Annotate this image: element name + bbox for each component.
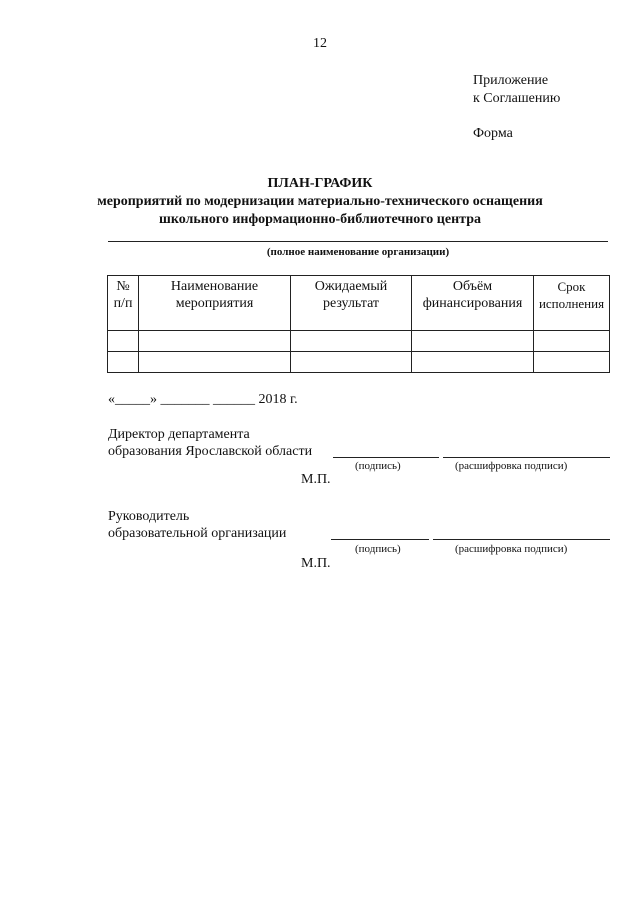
organization-name-line xyxy=(108,241,608,242)
signer-1-decoding-line xyxy=(443,457,610,458)
signer-1-line-1: Директор департамента xyxy=(108,427,250,442)
table-cell xyxy=(291,331,412,352)
document-subtitle-line-2: школьного информационно-библиотечного центра xyxy=(159,212,481,227)
header-result-line-1: Ожидаемый xyxy=(314,279,388,294)
page-number: 12 xyxy=(313,36,327,51)
signer-2-decoding-line xyxy=(433,539,610,540)
signer-2-signature-caption: (подпись) xyxy=(355,543,401,555)
table-row xyxy=(108,352,610,373)
document-title: ПЛАН-ГРАФИК xyxy=(267,176,373,191)
appendix-label xyxy=(473,72,560,108)
signer-1-decoding-caption: (расшифровка подписи) xyxy=(455,460,568,472)
table-cell xyxy=(108,331,139,352)
table-cell xyxy=(108,352,139,373)
plan-table xyxy=(107,275,610,373)
table-cell xyxy=(412,352,534,373)
table-cell xyxy=(534,331,610,352)
table-cell xyxy=(139,352,291,373)
table-cell xyxy=(291,352,412,373)
table-cell xyxy=(412,331,534,352)
signer-2-signature-line xyxy=(331,539,429,540)
signer-2-line-2: образовательной организации xyxy=(108,526,287,541)
signer-2-stamp-mark: М.П. xyxy=(301,556,331,571)
organization-name-caption: (полное наименование организации) xyxy=(266,246,450,258)
table-row xyxy=(108,331,610,352)
document-subtitle-line-1: мероприятий по модернизации материально-технического оснащения xyxy=(97,194,543,209)
signer-2-line-1: Руководитель xyxy=(108,509,190,524)
appendix-line-1: Приложение xyxy=(473,73,549,88)
header-number-line-2: п/п xyxy=(113,296,133,311)
header-deadline-line-1: Срок xyxy=(557,279,586,294)
signer-1-signature-caption: (подпись) xyxy=(355,460,401,472)
table-cell xyxy=(534,352,610,373)
table-cell xyxy=(139,331,291,352)
header-number xyxy=(108,276,139,331)
header-expected-result xyxy=(291,276,412,331)
signer-2-title xyxy=(108,508,286,542)
appendix-line-2: к Соглашению xyxy=(473,91,561,106)
header-number-line-1: № xyxy=(116,279,130,294)
signer-1-title xyxy=(108,426,312,460)
header-funding-line-1: Объём xyxy=(452,279,493,294)
header-activity-name xyxy=(139,276,291,331)
header-deadline xyxy=(534,276,610,331)
header-deadline-line-2: исполнения xyxy=(538,296,605,311)
date-line: «_____» _______ ______ 2018 г. xyxy=(108,392,298,407)
header-funding-volume xyxy=(412,276,534,331)
table-header-row xyxy=(108,276,610,331)
signer-1-signature-line xyxy=(333,457,439,458)
signer-1-line-2: образования Ярославской области xyxy=(108,444,313,459)
form-label: Форма xyxy=(473,126,513,141)
header-activity-line-2: мероприятия xyxy=(175,296,254,311)
signer-2-decoding-caption: (расшифровка подписи) xyxy=(455,543,568,555)
header-result-line-2: результат xyxy=(322,296,380,311)
signer-1-stamp-mark: М.П. xyxy=(301,472,331,487)
header-funding-line-2: финансирования xyxy=(422,296,523,311)
header-activity-line-1: Наименование xyxy=(170,279,259,294)
